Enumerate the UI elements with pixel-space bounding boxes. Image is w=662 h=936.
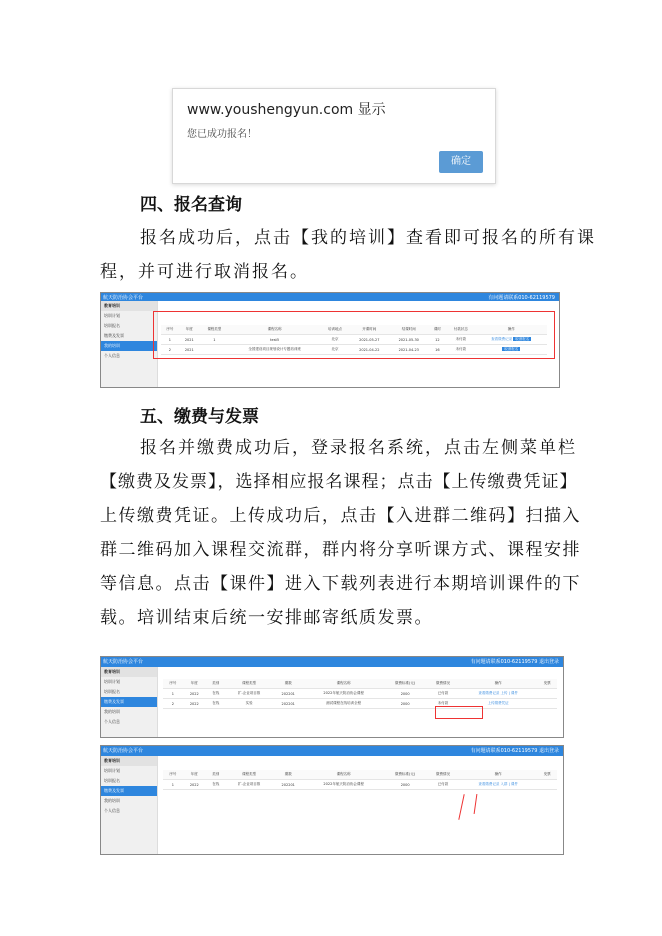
sidebar-item[interactable]: 教育培训 [101, 301, 157, 311]
logout-link[interactable]: 退出登录 [538, 659, 559, 665]
dialog-message: 您已成功报名！ [187, 129, 257, 140]
cell: 已付款 [427, 780, 459, 790]
col-header: 发票 [537, 679, 557, 689]
col-header: 缴费标准(元) [383, 679, 426, 689]
table-row [163, 689, 557, 699]
app-topbar [101, 293, 559, 301]
cell [537, 689, 557, 699]
cell: 在线 [206, 780, 226, 790]
cell: 1 [200, 335, 229, 345]
col-header: 操作 [459, 679, 537, 689]
sidebar-item[interactable]: 培训计划 [104, 679, 120, 684]
table-row [161, 335, 547, 345]
payment-table [163, 679, 557, 709]
cell: 2022 [183, 699, 206, 709]
cell: 16 [428, 345, 446, 355]
cell: 202201 [273, 689, 304, 699]
app-contact [471, 747, 559, 754]
section5-line: 群二维码加入课程交流群，群内将分享听课方式、课程安排 [100, 540, 581, 560]
cell: 2 [163, 699, 183, 709]
sidebar-item[interactable]: 教育培训 [101, 667, 157, 677]
logout-link[interactable]: 退出登录 [538, 748, 559, 754]
col-header: 序号 [163, 679, 183, 689]
cell: test5 [229, 335, 321, 345]
app-sidebar [101, 756, 158, 854]
sidebar-item[interactable]: 个人信息 [104, 808, 120, 813]
sidebar-item[interactable]: 培训计划 [104, 313, 120, 318]
contact-text: 有问题请联系010-62119579 [470, 659, 538, 665]
cell: 2000 [383, 780, 426, 790]
sidebar-item[interactable]: 培训报名 [104, 323, 120, 328]
app-contact [471, 658, 559, 665]
cell: 2022年航天防治协会课程 [304, 780, 384, 790]
col-header: 年度 [179, 325, 200, 335]
app-title: 航天防治协会平台 [103, 659, 144, 665]
col-header: 发票 [537, 770, 557, 780]
col-header: 年度 [183, 679, 206, 689]
sidebar-item[interactable]: 个人信息 [104, 719, 120, 724]
app-topbar [101, 746, 563, 756]
cell: 12 [428, 335, 446, 345]
cell: 2021 [179, 335, 200, 345]
cell: 2021-04-22 [350, 345, 389, 355]
app-sidebar [101, 301, 158, 387]
sidebar-item[interactable]: 缴费及发票 [104, 333, 124, 338]
col-header: 缴费情况 [427, 770, 459, 780]
col-header: 缴费情况 [427, 679, 459, 689]
cell: 全国建设项目规划设计专题培训班 [229, 345, 321, 355]
table-row [161, 345, 547, 355]
cancel-registration-button[interactable]: 取消报名 [515, 337, 530, 341]
action-links[interactable]: 查看缴费记录 入群 | 课件 [459, 780, 537, 790]
screenshot-payment [100, 656, 564, 738]
cell: 2021-04-23 [389, 345, 428, 355]
col-header: 课程名称 [304, 679, 384, 689]
sidebar-item[interactable]: 个人信息 [104, 353, 120, 358]
cell: 2000 [383, 689, 426, 699]
sidebar-item-my-training[interactable]: 我的培训 [101, 341, 157, 351]
section5-line: 报名并缴费成功后，登录报名系统，点击左侧菜单栏 [140, 438, 577, 458]
cell: 2021 [179, 345, 200, 355]
section5-line: 等信息。点击【课件】进入下载列表进行本期培训课件的下 [100, 574, 581, 594]
cell [537, 780, 557, 790]
highlight-box [435, 706, 483, 719]
col-header: 类别 [206, 770, 226, 780]
col-header: 缴费标准(元) [383, 770, 426, 780]
col-header: 付款状态 [446, 325, 475, 335]
cell: 1 [163, 689, 183, 699]
cell: 2021-05-30 [389, 335, 428, 345]
action-cell [475, 345, 547, 355]
col-header: 课程类型 [226, 770, 273, 780]
section5-line: 载。培训结束后统一安排邮寄纸质发票。 [100, 608, 433, 628]
red-arrow [458, 794, 464, 820]
col-header: 序号 [161, 325, 179, 335]
sidebar-item-payment[interactable]: 缴费及发票 [101, 786, 157, 796]
col-header: 操作 [459, 770, 537, 780]
sidebar-item[interactable]: 我的培训 [104, 798, 120, 803]
cell: 实验 [226, 699, 273, 709]
cell: 2 [161, 345, 179, 355]
cell: 扩-企业项目推 [226, 689, 273, 699]
cell: 2022 [183, 689, 206, 699]
col-header: 期数 [273, 679, 304, 689]
dialog-site: www.youshengyun.com 显示 [187, 102, 386, 118]
app-topbar [101, 657, 563, 667]
training-table [161, 325, 547, 355]
col-header: 课程类型 [226, 679, 273, 689]
cell: 202201 [273, 780, 304, 790]
section5-heading: 五、缴费与发票 [140, 407, 259, 427]
red-arrow [474, 794, 478, 814]
cell: 扩-企业项目推 [226, 780, 273, 790]
cell: 1 [163, 780, 183, 790]
cell: 2021-05-27 [350, 335, 389, 345]
col-header: 序号 [163, 770, 183, 780]
cell: 已付款 [427, 689, 459, 699]
col-header: 年度 [183, 770, 206, 780]
upload-voucher-link[interactable]: 上传缴费凭证 [459, 699, 537, 709]
col-header: 结课时间 [389, 325, 428, 335]
sidebar-item[interactable]: 培训报名 [104, 778, 120, 783]
app-sidebar [101, 667, 158, 737]
col-header: 开课时间 [350, 325, 389, 335]
view-payment-link[interactable]: 查看缴费记录 [491, 337, 513, 341]
col-header: 课时 [428, 325, 446, 335]
section4-line2: 程，并可进行取消报名。 [100, 262, 309, 282]
action-links[interactable]: 查看缴费记录 上传 | 课件 [459, 689, 537, 699]
cell: 202201 [273, 699, 304, 709]
cell: 北京 [320, 335, 349, 345]
col-header: 课程名称 [304, 770, 384, 780]
cell: 未付款 [446, 345, 475, 355]
cell: 2022年航天防治协会课程 [304, 689, 384, 699]
app-title: 航天防治协会平台 [103, 295, 144, 301]
col-header: 操作 [475, 325, 547, 335]
sidebar-item-payment[interactable]: 缴费及发票 [101, 697, 157, 707]
cell: 1 [161, 335, 179, 345]
contact-text: 有问题请联系010-62119579 [470, 748, 538, 754]
action-cell [475, 335, 547, 345]
cell: 2022 [183, 780, 206, 790]
section4-line1: 报名成功后，点击【我的培训】查看即可报名的所有课 [140, 228, 596, 248]
cell [537, 699, 557, 709]
ok-button[interactable]: 确定 [439, 151, 483, 173]
section5-line: 上传缴费凭证。上传成功后，点击【入进群二维码】扫描入 [100, 506, 581, 526]
cell: 未付款 [446, 335, 475, 345]
sidebar-item[interactable]: 我的培训 [104, 709, 120, 714]
app-title: 航天防治协会平台 [103, 748, 144, 754]
cell: 在线 [206, 689, 226, 699]
col-header: 培训地点 [320, 325, 349, 335]
sidebar-item[interactable]: 培训报名 [104, 689, 120, 694]
sidebar-item[interactable]: 培训计划 [104, 768, 120, 773]
table-row [163, 780, 557, 790]
screenshot-payment-uploaded [100, 745, 564, 855]
app-contact: 有问题请联系010-62119579 [488, 295, 555, 301]
cell [200, 345, 229, 355]
sidebar-item[interactable]: 教育培训 [101, 756, 157, 766]
table-row [163, 699, 557, 709]
cancel-registration-button[interactable]: 取消报名 [504, 347, 519, 351]
cell: 测试课程在线培训全程 [304, 699, 384, 709]
screenshot-my-training [100, 292, 560, 388]
col-header: 课程类型 [200, 325, 229, 335]
section4-heading: 四、报名查询 [140, 195, 242, 215]
col-header: 期数 [273, 770, 304, 780]
cell: 未付款 [427, 699, 459, 709]
cell: 北京 [320, 345, 349, 355]
payment-table [163, 770, 557, 790]
col-header: 类别 [206, 679, 226, 689]
section5-line: 【缴费及发票】，选择相应报名课程；点击【上传缴费凭证】 [100, 472, 578, 492]
col-header: 课程名称 [229, 325, 321, 335]
cell: 2000 [383, 699, 426, 709]
alert-dialog [172, 88, 496, 184]
cell: 在线 [206, 699, 226, 709]
